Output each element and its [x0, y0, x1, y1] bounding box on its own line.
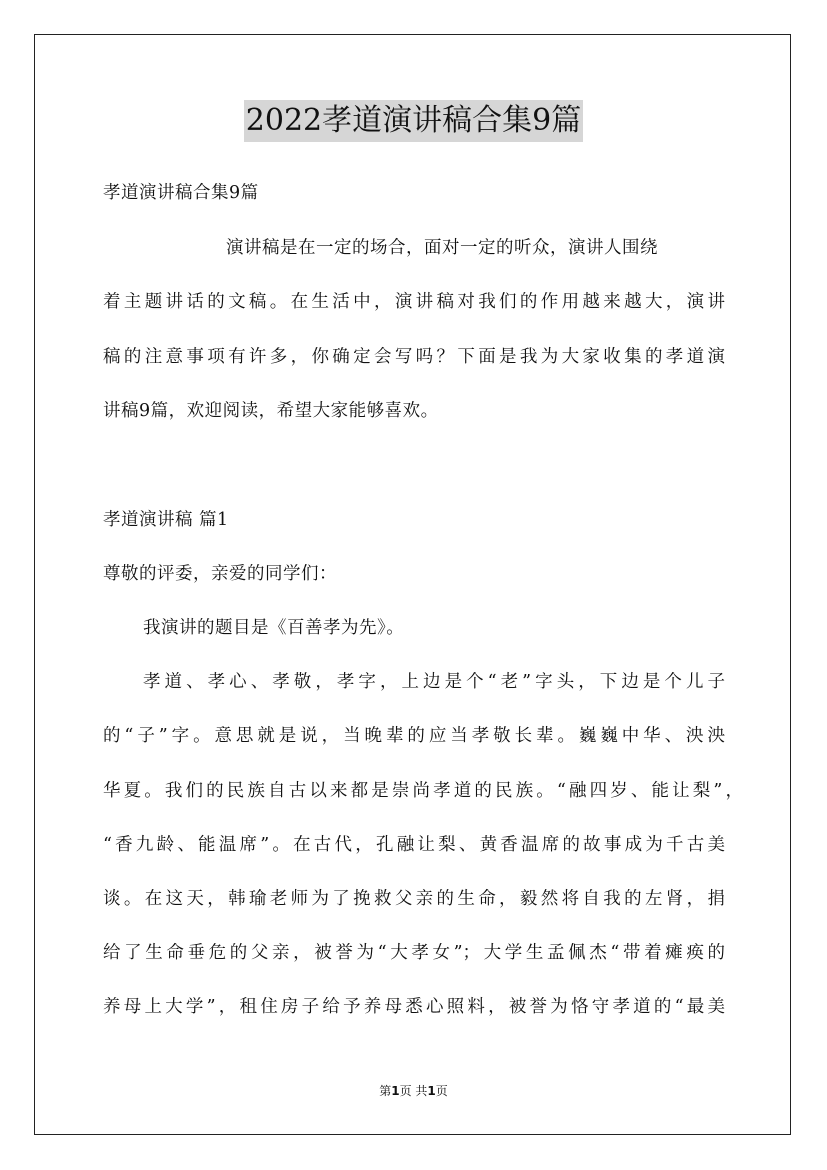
subtitle: 孝道演讲稿合集9篇 — [103, 183, 259, 203]
footer-page-mid: 页 共 — [399, 1084, 428, 1098]
body-line-2: 孝道、孝心、孝敬，孝字，上边是个“老”字头，下边是个儿子 — [143, 672, 725, 692]
body-line-3: 的“子”字。意思就是说，当晚辈的应当孝敬长辈。巍巍中华、泱泱 — [103, 726, 725, 746]
body-line-8: 养母上大学”，租住房子给予养母悉心照料，被誉为恪守孝道的“最美 — [103, 997, 725, 1017]
footer-page-current: 1 — [391, 1084, 400, 1098]
page-footer — [0, 1083, 827, 1099]
footer-page-prefix: 第 — [379, 1084, 392, 1098]
footer-page-suffix: 页 — [435, 1084, 448, 1098]
body-line-6: 谈。在这天，韩瑜老师为了挽救父亲的生命，毅然将自我的左肾，捐 — [103, 889, 725, 909]
body-line-7: 给了生命垂危的父亲，被誉为“大孝女”；大学生孟佩杰“带着瘫痪的 — [103, 943, 725, 963]
body-line-5: “香九龄、能温席”。在古代，孔融让梨、黄香温席的故事成为千古美 — [103, 835, 725, 855]
intro-line-2: 着主题讲话的文稿。在生活中，演讲稿对我们的作用越来越大，演讲 — [103, 292, 725, 312]
body-line-4: 华夏。我们的民族自古以来都是崇尚孝道的民族。“融四岁、能让梨”， — [103, 781, 743, 801]
body-line-1: 我演讲的题目是《百善孝为先》。 — [143, 618, 405, 638]
document-title: 2022孝道演讲稿合集9篇 — [244, 100, 583, 142]
intro-line-1: 演讲稿是在一定的场合，面对一定的听众，演讲人围绕 — [226, 238, 658, 258]
footer-page-total: 1 — [427, 1084, 436, 1098]
section-heading: 孝道演讲稿 篇1 — [103, 510, 229, 530]
title-wrap — [0, 100, 827, 142]
intro-line-3: 稿的注意事项有许多，你确定会写吗？下面是我为大家收集的孝道演 — [103, 347, 725, 367]
intro-line-4: 讲稿9篇，欢迎阅读，希望大家能够喜欢。 — [103, 401, 439, 421]
greeting: 尊敬的评委，亲爱的同学们： — [103, 564, 337, 584]
